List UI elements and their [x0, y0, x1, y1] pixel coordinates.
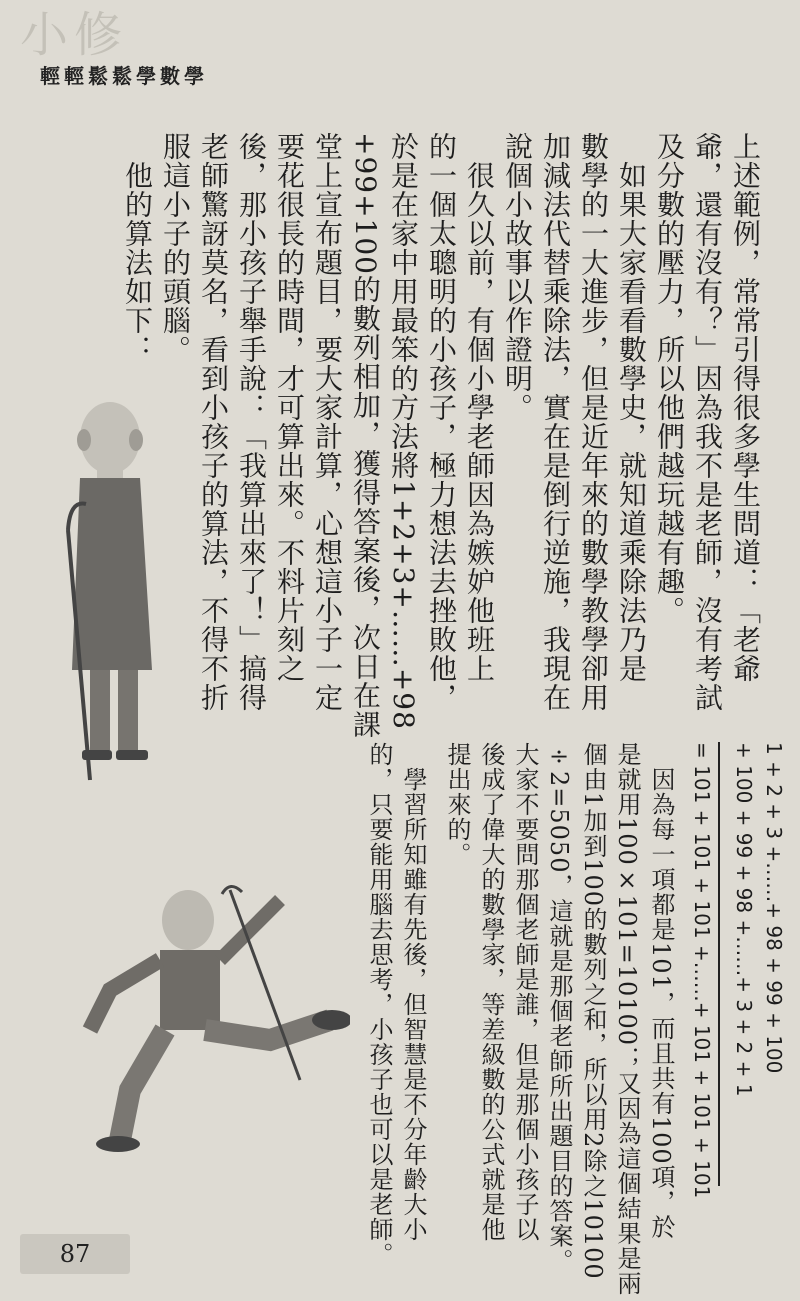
text-column: 學習所知雖有先後，但智慧是不分年齡大小 — [399, 742, 427, 1242]
text-column: 個由1加到100的數列之和，所以用2除之10100 — [579, 742, 607, 1280]
text-column: 服這小子的頭腦。 — [159, 132, 192, 364]
text-column: 加減法代替乘除法，實在是倒行逆施，我現在 — [539, 132, 572, 712]
text-column: 很久以前，有個小學老師因為嫉妒他班上 — [463, 132, 496, 683]
math-line: = 101 + 101 + 101 +……+ 101 + 101 + 101 — [690, 742, 714, 1199]
old-man-dancing-illustration — [70, 880, 350, 1160]
header-decoration: 小修 — [20, 7, 129, 63]
text-column: ÷2=5050，這就是那個老師所出題目的答案。 — [545, 742, 573, 1274]
text-column: 於是在家中用最笨的方法將1+2+3+……+98 — [387, 132, 420, 730]
running-title: 輕輕鬆鬆學數學 — [40, 64, 208, 88]
text-column: 提出來的。 — [443, 742, 471, 867]
text-column: 堂上宣布題目，要大家計算，心想這小子一定 — [311, 132, 344, 712]
text-column: 因為每一項都是101，而且共有100項，於 — [647, 742, 675, 1240]
text-column: 是就用100×101=10100；又因為這個結果是兩 — [613, 742, 641, 1297]
text-column: 的，只要能用腦去思考，小孩子也可以是老師。 — [365, 742, 393, 1267]
text-column: 及分數的壓力，所以他們越玩越有趣。 — [653, 132, 686, 625]
text-column: 爺，還有沒有？」因為我不是老師，沒有考試 — [691, 132, 724, 712]
text-column: 大家不要問那個老師是誰，但是那個小孩子以 — [511, 742, 539, 1242]
text-column: 的一個太聰明的小孩子，極力想法去挫敗他， — [425, 132, 458, 712]
text-column: 他的算法如下： — [121, 132, 154, 364]
old-man-standing-illustration — [60, 380, 170, 790]
text-column: 如果大家看看數學史，就知道乘除法乃是 — [615, 132, 648, 683]
text-column: 要花很長的時間，才可算出來。不料片刻之 — [273, 132, 306, 683]
math-line: + 100 + 99 + 98 +……+ 3 + 2 + 1 — [732, 742, 756, 1097]
text-column: 後成了偉大的數學家，等差級數的公式就是他 — [477, 742, 505, 1242]
text-column: +99+100的數列相加，獲得答案後，次日在課 — [349, 132, 382, 739]
text-column: 上述範例，常常引得很多學生問道：「老爺 — [729, 132, 762, 683]
page-number: 87 — [20, 1234, 130, 1274]
text-column: 數學的一大進步，但是近年來的數學教學卻用 — [577, 132, 610, 712]
math-line: 1 + 2 + 3 +……+ 98 + 99 + 100 — [762, 742, 786, 1074]
text-column: 後，那小孩子舉手說：「我算出來了！」搞得 — [235, 132, 268, 712]
text-column: 老師驚訝莫名，看到小孩子的算法，不得不折 — [197, 132, 230, 712]
text-column: 說個小故事以作證明。 — [501, 132, 534, 422]
sum-rule — [718, 742, 720, 1186]
